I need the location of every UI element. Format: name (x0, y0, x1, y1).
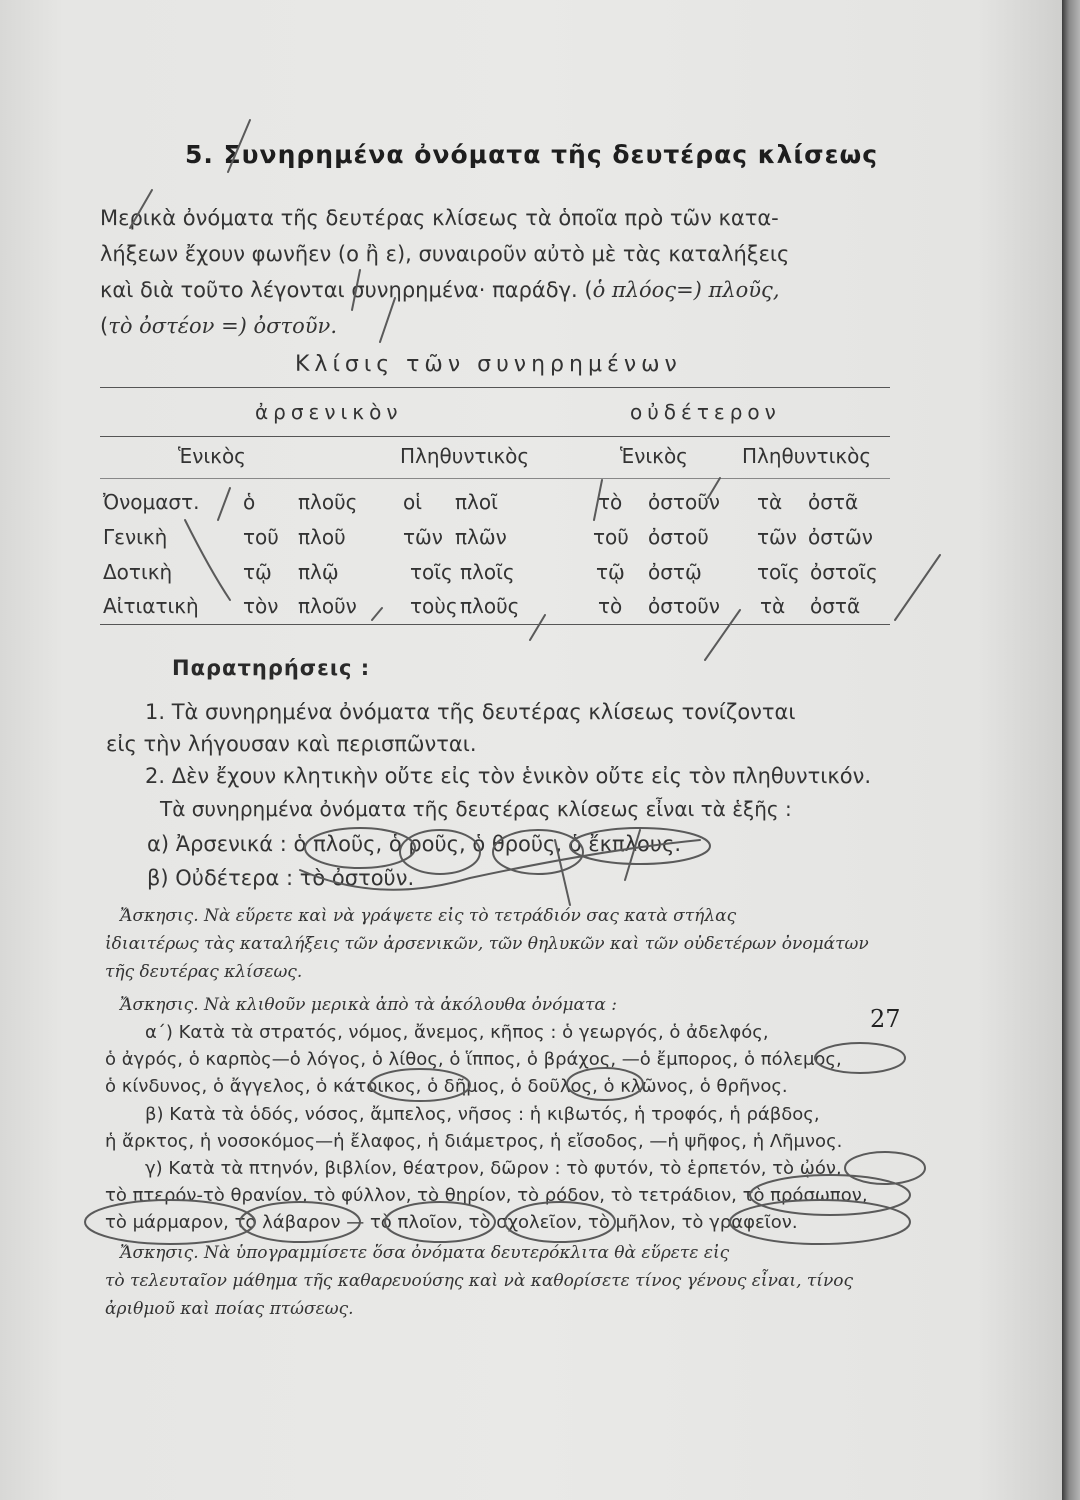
pencil-circle (730, 1200, 910, 1244)
pencil-circle (567, 1068, 643, 1100)
pencil-circle (493, 830, 583, 874)
observation-line: β) Οὐδέτερα : τὸ ὀστοῦν. (147, 866, 415, 890)
table-cell: πλοῦ (298, 525, 346, 549)
table-cell: πλοῖ (455, 490, 498, 514)
pencil-slash (185, 520, 230, 600)
observation-line: Τὰ συνηρημένα ὀνόματα τῆς δευτέρας κλίσεως εἶναι τὰ ἑξῆς : (160, 797, 792, 821)
case-label: Αἰτιατικὴ (103, 594, 199, 618)
table-cell: τοῖς (757, 560, 800, 584)
exercise-line: Ἄσκησις. Νὰ εὕρετε καὶ νὰ γράψετε εἰς τὸ τετράδιόν σας κατὰ στήλας (120, 906, 737, 926)
table-cell: τοὺς (410, 594, 458, 618)
pencil-circle (305, 828, 415, 868)
table-cell: ὀστᾶ (808, 490, 859, 514)
pencil-slash (372, 608, 382, 620)
pencil-slash (705, 610, 740, 660)
table-cell: τὸν (243, 594, 279, 618)
table-cell: πλοῖς (460, 560, 515, 584)
exercise-line: ἀριθμοῦ καὶ ποίας πτώσεως. (105, 1299, 354, 1319)
exercise-list-line: ὁ ἀγρός, ὁ καρπὸς—ὁ λόγος, ὁ λίθος, ὁ ἵππος, ὁ βράχος, —ὁ ἔμπορος, ὁ πόλεμος, (105, 1049, 842, 1070)
neut-singular-header: Ἑνικὸς (620, 444, 688, 468)
observation-line: εἰς τὴν λήγουσαν καὶ περισπῶνται. (106, 732, 477, 756)
observation-line: 2. Δὲν ἔχουν κλητικὴν οὔτε εἰς τὸν ἑνικὸν οὔτε εἰς τὸν πληθυντικόν. (145, 764, 872, 788)
exercise-line: Ἄσκησις. Νὰ κλιθοῦν μερικὰ ἀπὸ τὰ ἀκόλουθα ὀνόματα : (120, 995, 618, 1015)
pencil-slash (625, 830, 640, 880)
neut-plural-header: Πληθυντικὸς (742, 444, 872, 468)
exercise-list-line: ὁ κίνδυνος, ὁ ἄγγελος, ὁ κάτοικος, ὁ δῆμος, ὁ δοῦλος, ὁ κλῶνος, ὁ θρῆνος. (105, 1076, 788, 1097)
table-cell: τὸ (598, 490, 623, 514)
pencil-circle (85, 1200, 255, 1244)
table-cell: τοῦ (243, 525, 279, 549)
masc-plural-header: Πληθυντικὸς (400, 444, 530, 468)
exercise-line: τὸ τελευταῖον μάθημα τῆς καθαρευούσης καὶ νὰ καθορίσετε τίνος γένους εἶναι, τίνος (105, 1271, 854, 1291)
case-label: Δοτικὴ (103, 560, 173, 584)
exercise-list-line: β) Κατὰ τὰ ὁδός, νόσος, ἄμπελος, νῆσος : ἡ κιβωτός, ἡ τροφός, ἡ ράβδος, (145, 1104, 820, 1125)
table-cell: ὀστῷ (648, 560, 702, 584)
pencil-slash (228, 120, 250, 172)
exercise-line: ἰδιαιτέρως τὰς καταλήξεις τῶν ἀρσενικῶν, τῶν θηλυκῶν καὶ τῶν οὐδετέρων ὀνομάτων (105, 934, 869, 954)
table-cell: ὀστᾶ (810, 594, 861, 618)
exercise-list-line: ἡ ἄρκτος, ἡ νοσοκόμος—ἡ ἔλαφος, ἡ διάμετρος, ἡ εἴσοδος, —ἡ ψῆφος, ἡ Λῆμνος. (105, 1131, 843, 1152)
pencil-slash (708, 478, 720, 498)
table-cell: ὀστοῦν (648, 490, 720, 514)
table-cell: πλῶν (455, 525, 507, 549)
pencil-circle (385, 1202, 495, 1242)
pencil-slash (352, 270, 360, 310)
pencil-slash (530, 615, 545, 640)
table-cell: τοῖς (410, 560, 453, 584)
table-cell: οἱ (403, 490, 423, 514)
table-cell: τῶν (757, 525, 797, 549)
table-cell: τῷ (243, 560, 272, 584)
pencil-circle (750, 1175, 910, 1215)
neuter-header: οὐδέτερον (630, 400, 781, 424)
table-cell: πλοῦς (298, 490, 358, 514)
pencil-circle (845, 1152, 925, 1184)
pencil-slash (594, 480, 602, 520)
case-label: Ὀνομαστ. (103, 490, 200, 514)
exercise-list-line: τὸ μάρμαρον, τὸ λάβαρον — τὸ πλοῖον, τὸ σχολεῖον, τὸ μῆλον, τὸ γραφεῖον. (105, 1212, 798, 1233)
masculine-header: ἀρσενικὸν (255, 400, 403, 424)
observations-title: Παρατηρήσεις : (172, 656, 371, 680)
table-cell: τῷ (596, 560, 625, 584)
page-number: 27 (870, 1005, 901, 1033)
case-label: Γενικὴ (103, 525, 168, 549)
intro-line: λήξεων ἔχουν φωνῆεν (ο ἢ ε), συναιροῦν αὐτὸ μὲ τὰς καταλήξεις (100, 242, 790, 266)
exercise-list-line: α΄) Κατὰ τὰ στρατός, νόμος, ἄνεμος, κῆπος : ὁ γεωργός, ὁ ἀδελφός, (145, 1022, 769, 1043)
pencil-circle (815, 1043, 905, 1073)
observation-line: 1. Τὰ συνηρημένα ὀνόματα τῆς δευτέρας κλίσεως τονίζονται (145, 700, 796, 724)
table-cell: τῶν (403, 525, 443, 549)
table-cell: τὸ (598, 594, 623, 618)
table-cell: πλοῦν (298, 594, 357, 618)
pencil-slash (130, 190, 152, 228)
masc-singular-header: Ἑνικὸς (178, 444, 246, 468)
exercise-line: Ἄσκησις. Νὰ ὑπογραμμίσετε ὅσα ὀνόματα δευτερόκλιτα θὰ εὕρετε εἰς (120, 1243, 730, 1263)
table-cell: ὀστῶν (808, 525, 873, 549)
pencil-circle (400, 830, 480, 874)
exercise-line: τῆς δευτέρας κλίσεως. (105, 962, 303, 982)
pencil-slash (218, 488, 230, 520)
pencil-circle (505, 1202, 615, 1242)
table-cell: πλοῦς (460, 594, 520, 618)
table-cell: τοῦ (593, 525, 629, 549)
pencil-circle (370, 1069, 470, 1101)
intro-line: (τὸ ὀστέον =) ὀστοῦν. (100, 314, 337, 338)
table-cell: ὁ (243, 490, 256, 514)
exercise-list-line: τὸ πτερόν-τὸ θρανίον, τὸ φύλλον, τὸ θηρίον, τὸ ρόδον, τὸ τετράδιον, τὸ πρόσωπον, (105, 1185, 868, 1206)
intro-line: καὶ διὰ τοῦτο λέγονται συνηρημένα· παράδγ. (ὁ πλόος=) πλοῦς, (100, 278, 780, 302)
table-cell: τὰ (757, 490, 783, 514)
intro-line: Μερικὰ ὀνόματα τῆς δευτέρας κλίσεως τὰ ὁποῖα πρὸ τῶν κατα- (100, 206, 779, 230)
table-cell: τὰ (760, 594, 786, 618)
table-cell: ὀστοῦν (648, 594, 720, 618)
table-title: Κλίσις τῶν συνηρημένων (295, 352, 682, 377)
page-edge (1062, 0, 1080, 1500)
observation-line: α) Ἀρσενικά : ὁ πλοῦς, ὁ ροῦς, ὁ θροῦς, ὁ ἔκπλους. (147, 832, 682, 856)
table-cell: πλῷ (298, 560, 339, 584)
section-heading: 5. Συνηρημένα ὀνόματα τῆς δευτέρας κλίσεως (185, 140, 879, 169)
pencil-circle (240, 1202, 360, 1242)
pencil-slash (380, 298, 395, 342)
table-cell: ὀστοῖς (810, 560, 878, 584)
pencil-slash (895, 555, 940, 620)
table-cell: ὀστοῦ (648, 525, 709, 549)
exercise-list-line: γ) Κατὰ τὰ πτηνόν, βιβλίον, θέατρον, δῶρον : τὸ φυτόν, τὸ ἑρπετόν, τὸ ᾠόν, (145, 1158, 842, 1179)
